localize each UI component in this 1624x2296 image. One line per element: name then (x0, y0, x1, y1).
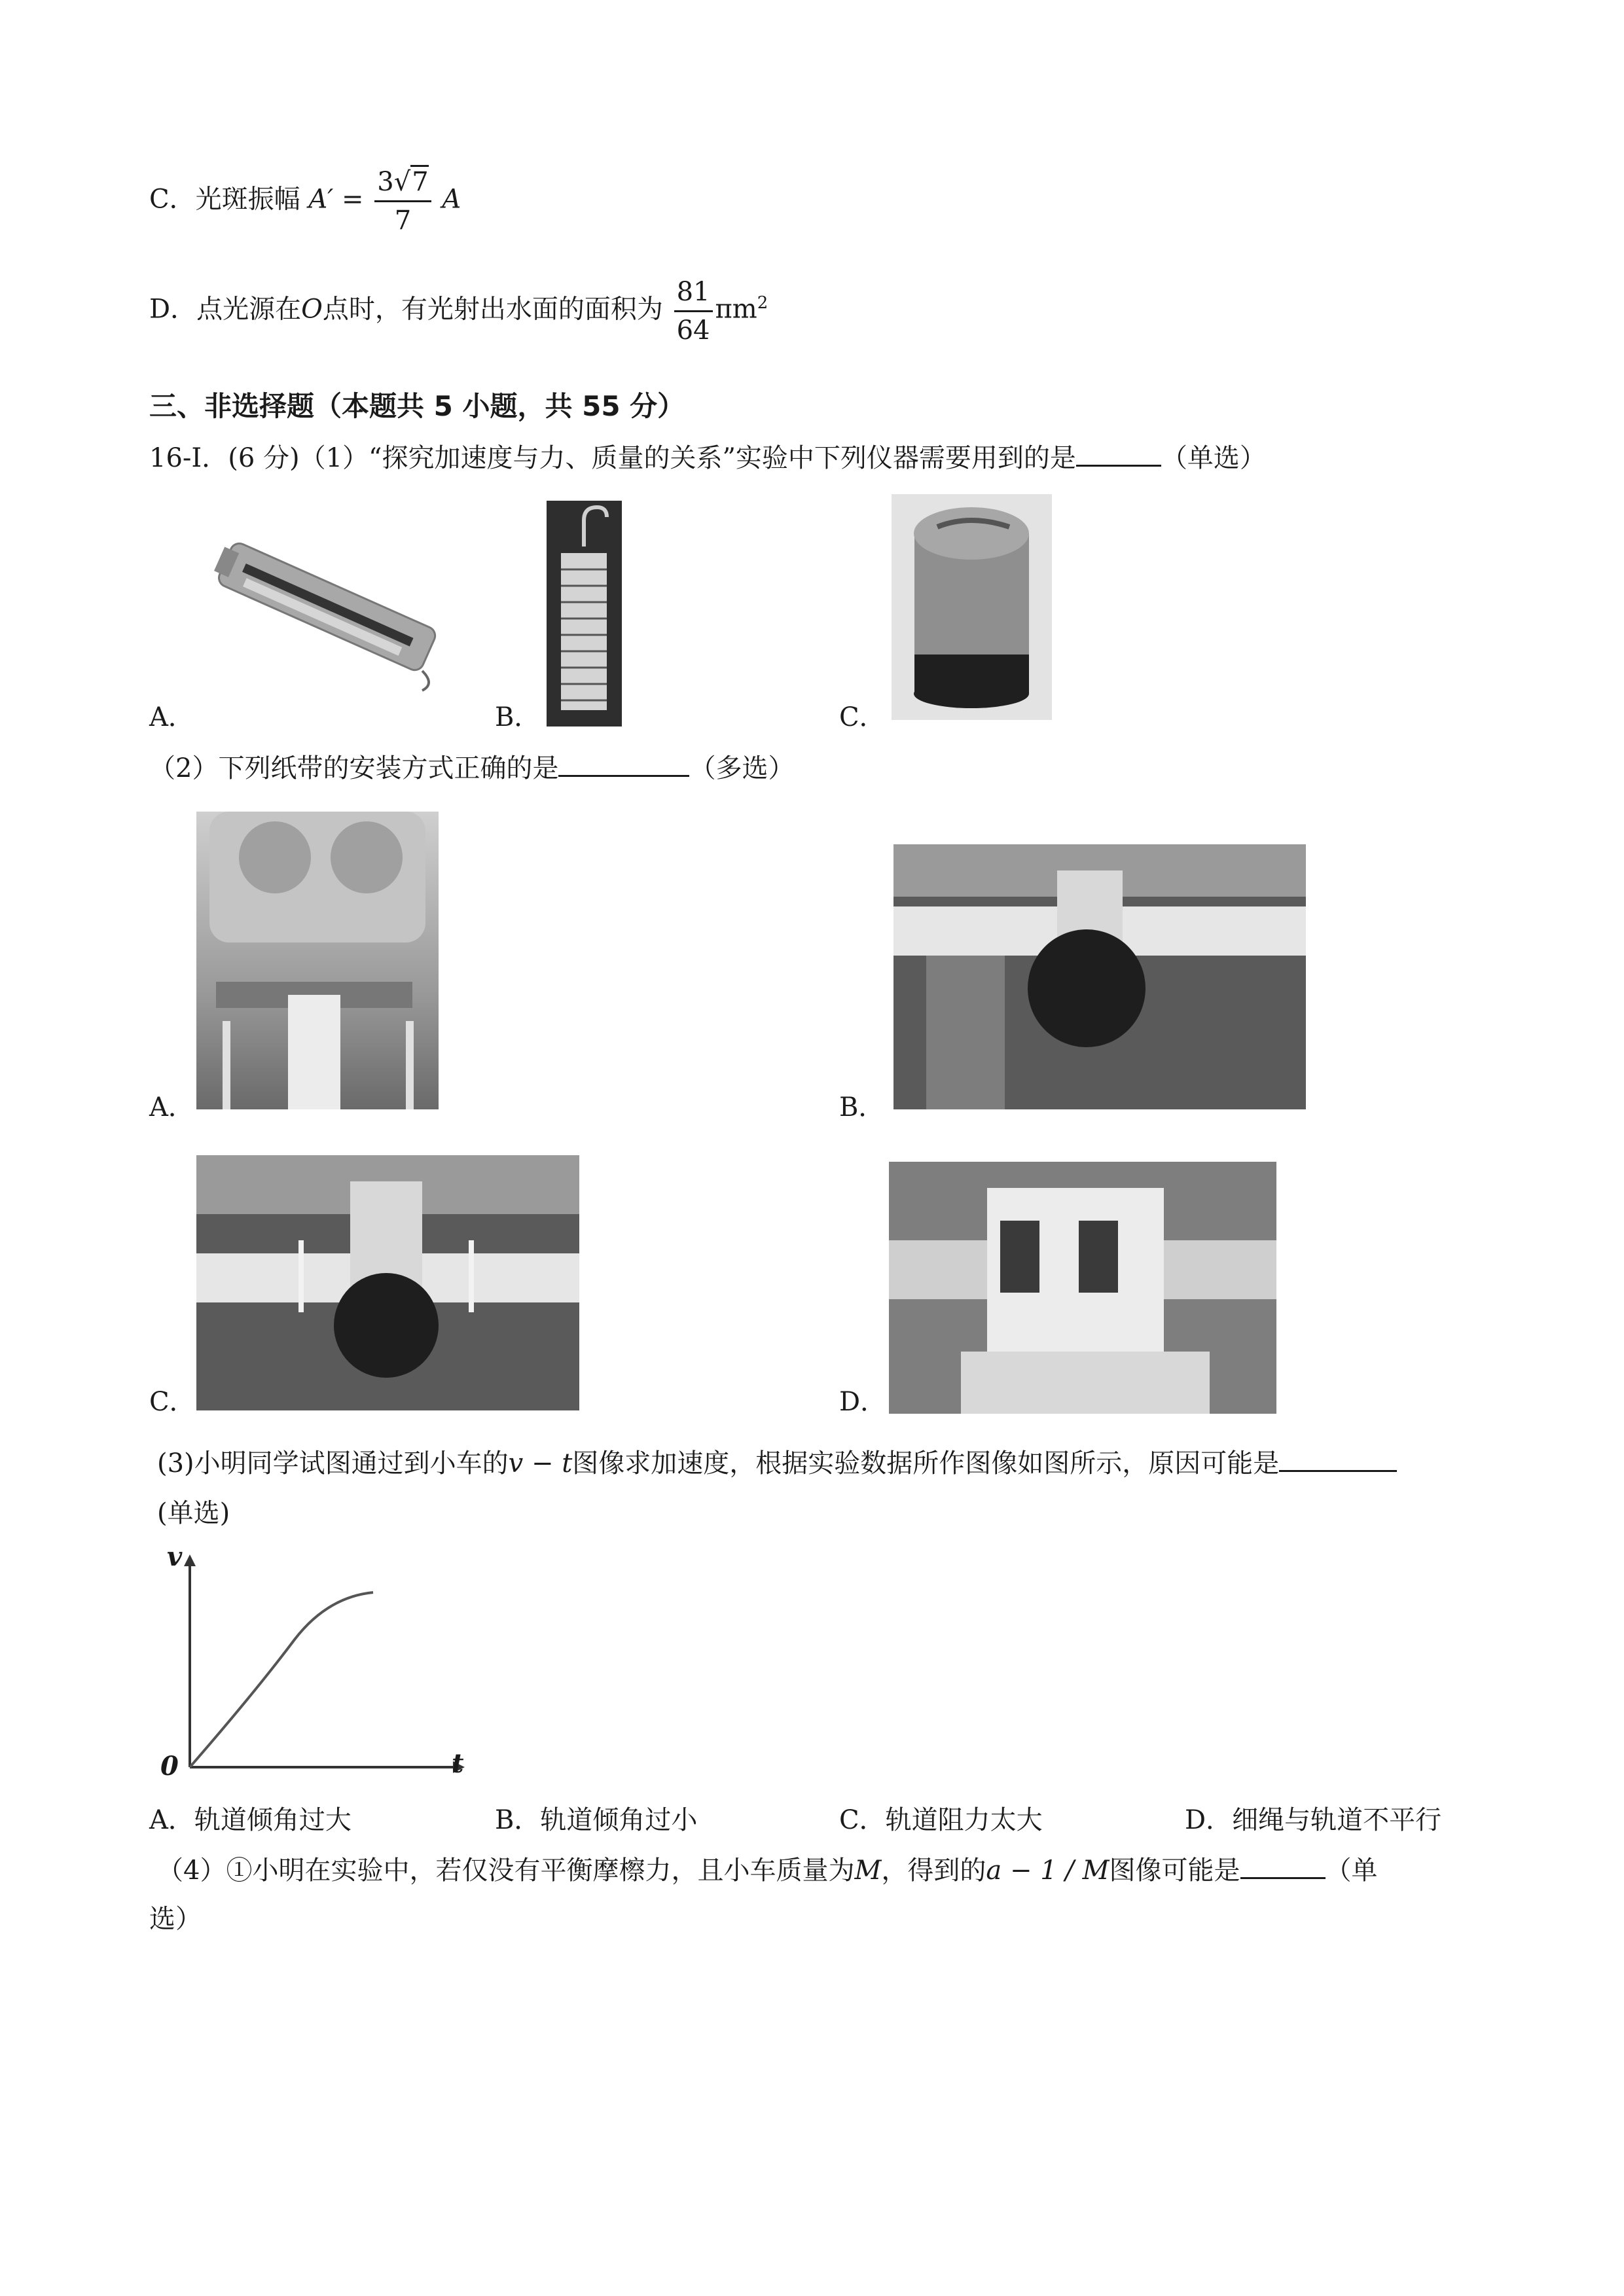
part3-option-a: A．轨道倾角过大 (149, 1805, 352, 1835)
tape-option-b-image (893, 844, 1306, 1109)
graph-x-label: t (452, 1748, 464, 1779)
part3-line2: (单选) (157, 1498, 230, 1528)
part1-label-a: A． (149, 702, 194, 732)
part2-question: （2）下列纸带的安装方式正确的是 （多选） (149, 751, 794, 785)
spring-scale-image (196, 507, 452, 704)
answer-blank[interactable] (1279, 1446, 1397, 1472)
option-c-label: C．光斑振幅 (149, 184, 300, 215)
answer-blank[interactable] (1240, 1854, 1326, 1879)
part4-question: （4）①小明在实验中，若仅没有平衡摩檫力，且小车质量为M，得到的a − 1 / M图像可能是 （单 (157, 1854, 1378, 1888)
section-title: 三、非选择题（本题共 5 小题，共 55 分） (149, 390, 685, 422)
part3-option-c: C．轨道阻力太大 (839, 1805, 1043, 1835)
option-c-var: A′ = (308, 184, 364, 215)
tape-option-d-image (889, 1162, 1276, 1414)
q16-intro: 16-Ⅰ．(6 分)（1）“探究加速度与力、质量的关系”实验中下列仪器需要用到的是 （单选） (149, 441, 1266, 475)
answer-blank[interactable] (558, 751, 689, 777)
option-d-fraction: $\frac{81}{64}$ (674, 274, 713, 349)
graph-y-label: v (167, 1541, 183, 1572)
tape-option-c-image (196, 1155, 579, 1410)
answer-blank[interactable] (1076, 441, 1161, 467)
part1-label-c: C． (839, 702, 886, 732)
part2-label-b: B． (839, 1092, 885, 1122)
option-c-fraction: $\frac{3√7}{7}$ (374, 164, 431, 239)
part3-question: (3)小明同学试图通过到小车的v − t图像求加速度，根据实验数据所作图像如图所示，原因可能是 (157, 1446, 1397, 1480)
option-c-line (149, 164, 461, 239)
y-axis-arrow (184, 1554, 196, 1566)
velocity-curve (190, 1592, 373, 1767)
option-c-tail: A (442, 184, 461, 215)
part3-option-d: D．细绳与轨道不平行 (1185, 1805, 1442, 1835)
part2-label-a: A． (149, 1092, 194, 1122)
weight-block-image (892, 494, 1052, 720)
part4-line2: 选） (149, 1904, 202, 1934)
tape-option-a-image (196, 812, 439, 1109)
part2-label-c: C． (149, 1387, 196, 1417)
option-d-line: D．点光源在O点时，有光射出水面的面积为 $\frac{81}{64}$ $\pi m^2$ (149, 274, 768, 349)
part2-label-d: D． (839, 1387, 887, 1417)
hook-weights-image (547, 501, 622, 726)
part3-option-b: B．轨道倾角过小 (495, 1805, 698, 1835)
part1-label-b: B． (495, 702, 541, 732)
vt-graph (157, 1541, 471, 1784)
graph-origin: 0 (160, 1751, 179, 1782)
